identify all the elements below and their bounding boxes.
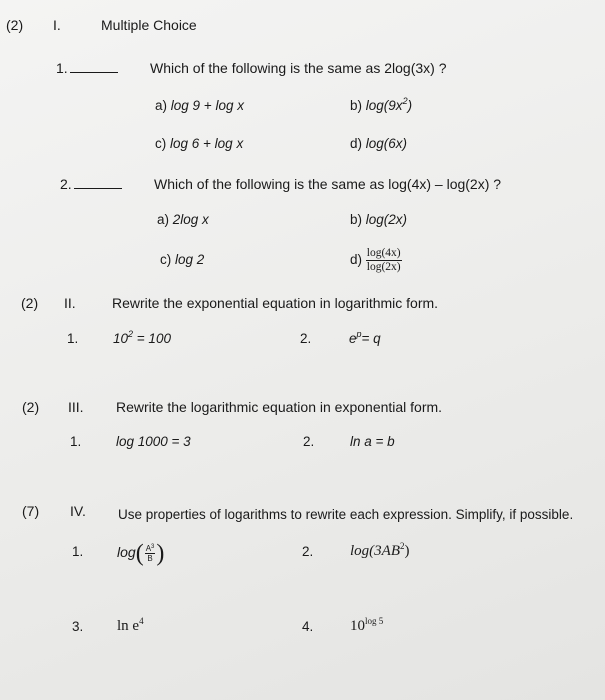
section3-title: Rewrite the logarithmic equation in exponential form. <box>116 399 443 415</box>
q2-option-a <box>157 211 209 229</box>
section4-problem1-log: log <box>117 544 136 560</box>
q2-option-d-fraction <box>366 247 402 274</box>
q1-option-b-text: $\log(9x^2)$ <box>365 96 413 113</box>
section3-problem1-number: 1. <box>70 434 82 449</box>
q2-option-b-letter: b) <box>350 212 363 227</box>
section4-problem1-fraction <box>145 544 156 563</box>
q1-option-d-text: log(6x) <box>365 136 408 151</box>
section3-points: (2) <box>22 399 40 415</box>
section2-title: Rewrite the exponential equation in logarithmic form. <box>112 295 439 311</box>
section2-problem1-expression: $10^2 = 100$ <box>113 329 171 346</box>
q1-number: 1. <box>56 60 68 76</box>
section4-problem1-expression <box>117 534 164 570</box>
section3-problem2-number: 2. <box>303 434 315 449</box>
section4-problem3-expression: $\ln e^4$ <box>117 616 144 634</box>
q1-option-d-letter: d) <box>350 136 363 151</box>
section2-numeral: II. <box>64 295 76 311</box>
q1-number-with-blank <box>56 59 118 77</box>
q2-option-d-letter: d) <box>350 252 363 267</box>
section4-numeral: IV. <box>70 503 86 519</box>
section4-problem2-expression: $\log(3AB^2)$ <box>350 541 410 559</box>
section4-problem3-number: 3. <box>72 619 84 634</box>
q2-option-b-text: log(2x) <box>365 212 408 227</box>
q2-option-a-letter: a) <box>157 212 170 227</box>
section2-points: (2) <box>21 295 39 311</box>
q2-option-c-text: log 2 <box>175 252 205 267</box>
section4-problem4-expression: $10^{log 5}$ <box>350 616 384 634</box>
section2-problem2-number: 2. <box>300 331 312 346</box>
q1-answer-blank <box>70 60 118 73</box>
section4-problem2-number: 2. <box>302 544 314 559</box>
q2-option-d-numerator: log(4x) <box>366 246 401 259</box>
q1-prompt: Which of the following is the same as 2log(3x) ? <box>150 60 447 76</box>
section1-points: (2) <box>6 17 24 33</box>
q1-option-b <box>350 97 412 115</box>
q1-option-d <box>350 135 407 153</box>
q2-prompt: Which of the following is the same as log(4x) – log(2x) ? <box>154 176 502 192</box>
right-paren: ) <box>156 540 165 567</box>
q2-option-d <box>350 244 402 276</box>
section4-problem1-denominator: B <box>147 553 153 563</box>
section1-numeral: I. <box>53 17 61 33</box>
q1-option-a <box>155 97 244 115</box>
section3-numeral: III. <box>68 399 84 415</box>
section4-problem1-numerator: $A^3$ <box>145 543 155 553</box>
q2-answer-blank <box>74 176 122 189</box>
q1-option-c-text: log 6 + log x <box>170 136 244 151</box>
q1-option-c <box>155 135 243 153</box>
section3-problem1-expression: log 1000 = 3 <box>116 434 191 449</box>
q1-option-b-letter: b) <box>350 98 363 113</box>
q2-option-b <box>350 211 407 229</box>
q1-option-c-letter: c) <box>155 136 167 151</box>
section4-problem4-number: 4. <box>302 619 314 634</box>
q2-number-with-blank <box>60 175 122 193</box>
q2-number: 2. <box>60 176 72 192</box>
q2-option-c <box>160 251 204 269</box>
section1-title: Multiple Choice <box>101 17 197 33</box>
section4-problem1-number: 1. <box>72 544 84 559</box>
section2-problem2-expression: $e^p= q$ <box>349 329 381 346</box>
section4-points: (7) <box>22 503 40 519</box>
section3-problem2-expression: ln a = b <box>350 434 395 449</box>
q1-option-a-text: log 9 + log x <box>170 98 244 113</box>
left-paren: ( <box>135 540 144 567</box>
q2-option-c-letter: c) <box>160 252 172 267</box>
section2-problem1-number: 1. <box>67 331 79 346</box>
section4-title: Use properties of logarithms to rewrite each expression. Simplify, if possible. <box>118 507 574 522</box>
q2-option-a-text: 2log x <box>172 212 209 227</box>
q1-option-a-letter: a) <box>155 98 168 113</box>
q2-option-d-denominator: log(2x) <box>366 260 401 273</box>
